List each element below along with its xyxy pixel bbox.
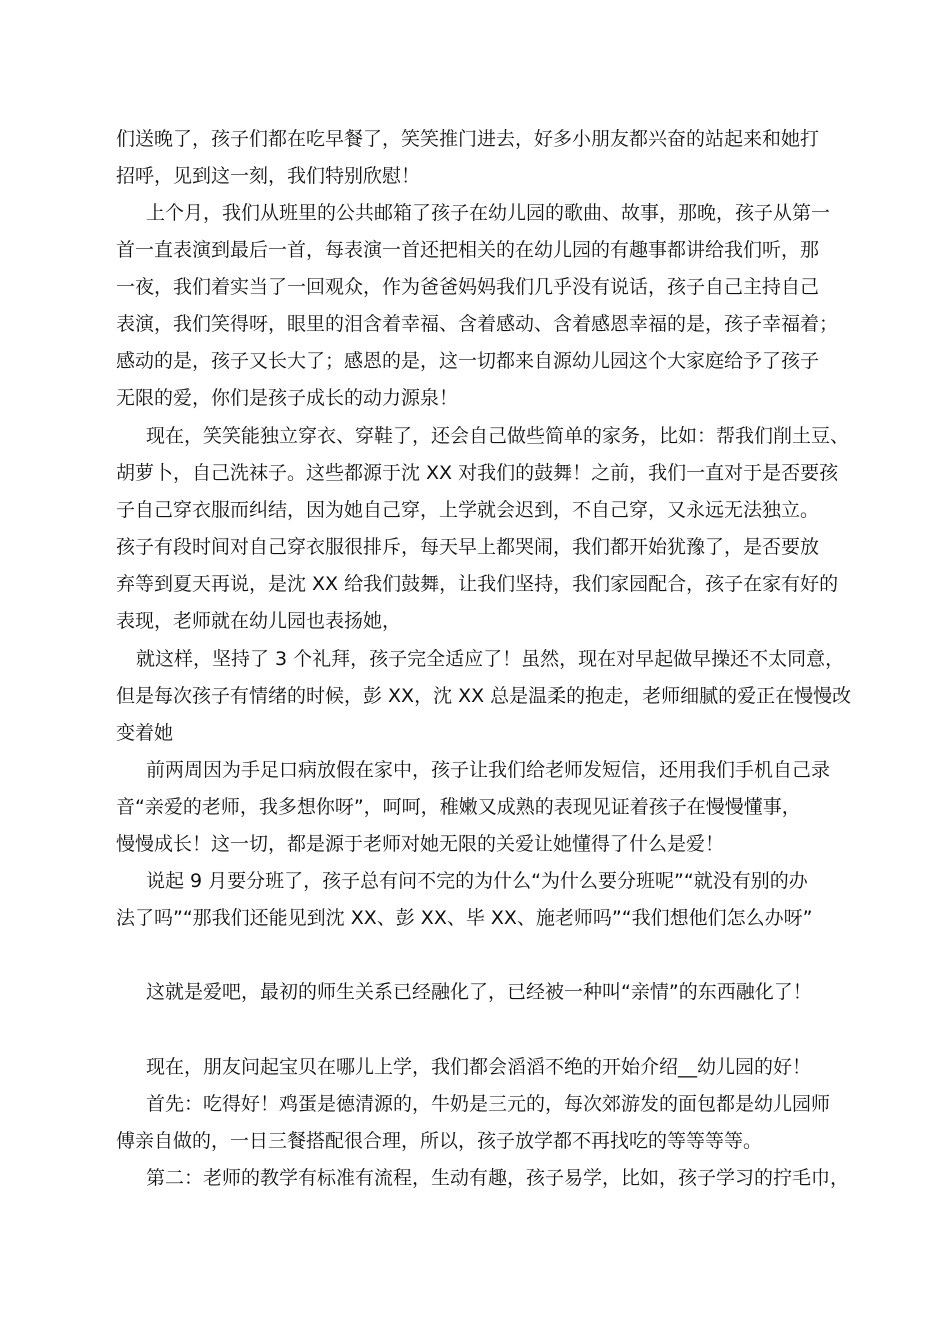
paragraph-start-line: 现在，朋友问起宝贝在哪儿上学，我们都会滔滔不绝的开始介绍__幼儿园的好！: [146, 1056, 812, 1078]
text-line: 孩子有段时间对自己穿衣服很排斥，每天早上都哭闹，我们都开始犹豫了，是否要放: [116, 536, 820, 558]
text-line: 慢慢成长！这一切，都是源于老师对她无限的关爱让她懂得了什么是爱！: [116, 833, 725, 855]
paragraph-start-line: 前两周因为手足口病放假在家中，孩子让我们给老师发短信，还用我们手机自己录: [146, 759, 831, 781]
text-line: 一夜，我们着实当了一回观众，作为爸爸妈妈我们几乎没有说话，孩子自己主持自己: [116, 276, 820, 298]
text-line: 表演，我们笑得呀，眼里的泪含着幸福、含着感动、含着感恩幸福的是，孩子幸福着；: [116, 313, 839, 335]
paragraph-start-line: 第二：老师的教学有标准有流程，生动有趣，孩子易学，比如，孩子学习的拧毛巾，: [146, 1167, 850, 1189]
text-line: 首一直表演到最后一首，每表演一首还把相关的在幼儿园的有趣事都讲给我们听，那: [116, 239, 820, 261]
paragraph-start-line: 说起 9 月要分班了，孩子总有问不完的为什么“为什么要分班呢”“就没有别的办: [146, 870, 808, 892]
text-line: 弃等到夏天再说，是沈 XX 给我们鼓舞，让我们坚持，我们家园配合，孩子在家有好的: [116, 573, 839, 595]
text-line: 无限的爱，你们是孩子成长的动力源泉！: [116, 387, 459, 409]
paragraph-start-line: 就这样，坚持了 3 个礼拜，孩子完全适应了！虽然，现在对早起做早操还不太同意，: [136, 648, 845, 670]
text-line: 胡萝卜，自己洗袜子。这些都源于沈 XX 对我们的鼓舞！之前，我们一直对于是否要孩: [116, 462, 839, 484]
paragraph-start-line: 首先：吃得好！鸡蛋是德清源的，牛奶是三元的，每次郊游发的面包都是幼儿园师: [146, 1093, 831, 1115]
paragraph-start-line: 现在，笑笑能独立穿衣、穿鞋了，还会自己做些简单的家务，比如：帮我们削土豆、: [146, 425, 850, 447]
text-line: 感动的是，孩子又长大了；感恩的是，这一切都来自源幼儿园这个大家庭给予了孩子: [116, 350, 820, 372]
text-line: 子自己穿衣服而纠结，因为她自己穿，上学就会迟到，不自己穿，又永远无法独立。: [116, 499, 820, 521]
text-line: 但是每次孩子有情绪的时候，彭 XX，沈 XX 总是温柔的抱走，老师细腻的爱正在慢慢改: [116, 685, 852, 707]
paragraph-start-line: 这就是爱吧，最初的师生关系已经融化了，已经被一种叫“亲情”的东西融化了！: [146, 981, 812, 1003]
paragraph-start-line: 上个月，我们从班里的公共邮箱了孩子在幼儿园的歌曲、故事，那晚，孩子从第一: [146, 202, 831, 224]
text-line: 音“亲爱的老师，我多想你呀”，呵呵，稚嫩又成熟的表现见证着孩子在慢慢懂事，: [116, 796, 801, 818]
text-line: 傅亲自做的，一日三餐搭配很合理，所以，孩子放学都不再找吃的等等等等。: [116, 1130, 763, 1152]
text-line: 法了吗”“那我们还能见到沈 XX、彭 XX、毕 XX、施老师吗”“我们想他们怎么办呀”: [116, 907, 813, 929]
text-line: 招呼，见到这一刻，我们特别欣慰！: [116, 165, 421, 187]
text-line: 们送晚了，孩子们都在吃早餐了，笑笑推门进去，好多小朋友都兴奋的站起来和她打: [116, 128, 820, 150]
text-line: 表现，老师就在幼儿园也表扬她，: [116, 610, 402, 632]
text-line: 变着她: [116, 722, 174, 744]
